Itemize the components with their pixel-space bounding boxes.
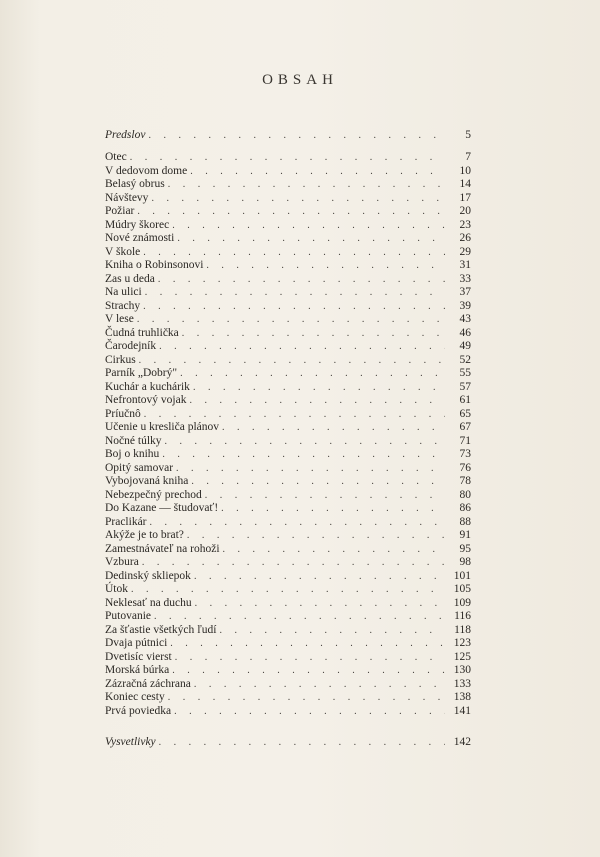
- toc-entry-page: 98: [459, 556, 471, 568]
- toc-row: [105, 129, 471, 143]
- toc-row: [105, 421, 471, 435]
- toc-entry-page: 130: [453, 664, 471, 676]
- toc-row: [105, 340, 471, 354]
- dot-leader: [222, 421, 445, 435]
- toc-row: [105, 381, 471, 395]
- toc-entry-page: 138: [453, 691, 471, 703]
- toc-row: [105, 736, 471, 750]
- toc-entry-page: 71: [459, 434, 471, 447]
- toc-row: [105, 624, 471, 638]
- dot-leader: [176, 462, 445, 476]
- toc-entry-title: Otec: [105, 151, 127, 163]
- toc-entry-page: 118: [454, 623, 471, 636]
- toc-entry-page: 46: [459, 326, 471, 339]
- toc-entry-title: Za šťastie všetkých ľudí: [105, 623, 217, 636]
- toc-entry-title: Požiar: [105, 205, 135, 217]
- dot-leader: [195, 597, 445, 611]
- toc-entry-page: 61: [459, 394, 471, 406]
- toc-entry-page: 91: [459, 529, 471, 541]
- toc-row: [105, 232, 471, 246]
- toc-entry-page: 39: [459, 299, 471, 312]
- dot-leader: [137, 313, 445, 327]
- toc-row: [105, 610, 471, 624]
- dot-leader: [194, 570, 445, 584]
- toc-entry-title: Opitý samovar: [105, 461, 174, 474]
- toc-entry-page: 73: [459, 448, 471, 460]
- toc-entry-title: Boj o knihu: [105, 448, 160, 460]
- dot-leader: [168, 178, 445, 192]
- toc-row: [105, 475, 471, 489]
- dot-leader: [143, 246, 445, 260]
- toc-entry-title: Čarodejník: [105, 340, 157, 352]
- toc-row: [105, 259, 471, 273]
- dot-leader: [206, 259, 445, 273]
- toc-entry-title: Zas u deda: [105, 272, 155, 285]
- toc-entry-page: 10: [459, 164, 471, 177]
- toc-entry-title: Koniec cesty: [105, 691, 165, 703]
- toc-entry-page: 116: [454, 610, 471, 622]
- toc-entry-title: Kuchár a kuchárik: [105, 380, 190, 393]
- toc-entry-page: 88: [459, 515, 471, 528]
- dot-leader: [165, 435, 445, 449]
- toc-entry-title: V lese: [105, 313, 134, 325]
- toc-entry-title: Nové známosti: [105, 232, 175, 244]
- toc-entry-title: Útok: [105, 583, 128, 595]
- toc-entry-title: Strachy: [105, 299, 141, 312]
- toc-entry-page: 14: [459, 178, 471, 190]
- dot-leader: [223, 543, 445, 557]
- toc-entry-page: 101: [453, 569, 471, 582]
- toc-entry-title: Nočné túlky: [105, 434, 162, 447]
- toc-entry-title: Belasý obrus: [105, 178, 165, 190]
- toc-row: [105, 273, 471, 287]
- dot-leader: [131, 583, 445, 597]
- toc-row: [105, 300, 471, 314]
- dot-leader: [159, 340, 445, 354]
- toc-entry-page: 67: [459, 421, 471, 433]
- toc-entry-page: 33: [459, 272, 471, 285]
- toc-entry-title: Praclikár: [105, 515, 147, 528]
- toc-entry-page: 109: [453, 596, 471, 609]
- toc-row: [105, 637, 471, 651]
- dot-leader: [190, 165, 445, 179]
- toc-row: [105, 705, 471, 719]
- toc-entry-page: 20: [459, 205, 471, 217]
- dot-leader: [180, 367, 445, 381]
- dot-leader: [175, 651, 445, 665]
- toc-entry-page: 29: [459, 245, 471, 258]
- dot-leader: [172, 664, 445, 678]
- toc-entry-title: Vysvetlivky: [105, 736, 156, 748]
- toc-entry-page: 123: [453, 637, 471, 649]
- toc-entry-title: Čudná truhlička: [105, 326, 179, 339]
- toc-entry-title: Nebezpečný prechod: [105, 488, 202, 501]
- toc-entry-page: 142: [453, 736, 471, 748]
- toc-row: [105, 354, 471, 368]
- dot-leader: [150, 516, 445, 530]
- dot-leader: [221, 502, 445, 516]
- toc-row: [105, 570, 471, 584]
- toc-entry-title: Nefrontový vojak: [105, 394, 187, 406]
- dot-leader: [145, 286, 445, 300]
- toc-entry-title: Dedinský skliepok: [105, 569, 191, 582]
- toc-entry-page: 5: [465, 129, 471, 141]
- toc-row: [105, 219, 471, 233]
- toc-entry-page: 31: [459, 259, 471, 271]
- dot-leader: [137, 205, 445, 219]
- toc-entry-title: Dvetisíc vierst: [105, 650, 172, 663]
- toc-row: [105, 435, 471, 449]
- dot-leader: [172, 219, 445, 233]
- dot-leader: [159, 736, 445, 750]
- toc-entry-title: Neklesať na duchu: [105, 596, 192, 609]
- toc-entry-page: 133: [453, 677, 471, 690]
- toc-entry-title: Prvá poviedka: [105, 704, 172, 717]
- toc-entry-page: 76: [459, 461, 471, 474]
- toc-row: [105, 367, 471, 381]
- dot-leader: [177, 232, 445, 246]
- toc-row: [105, 556, 471, 570]
- toc-entry-page: 80: [459, 488, 471, 501]
- toc-entry-page: 49: [459, 340, 471, 352]
- toc-row: [105, 448, 471, 462]
- toc-entry-title: Parník „Dobrý": [105, 367, 178, 379]
- toc-row: [105, 691, 471, 705]
- toc-row: [105, 165, 471, 179]
- dot-leader: [170, 637, 445, 651]
- dot-leader: [187, 529, 445, 543]
- page-title: OBSAH: [262, 72, 338, 88]
- dot-leader: [168, 691, 445, 705]
- dot-leader: [205, 489, 445, 503]
- toc-entry-page: 23: [459, 218, 471, 231]
- toc-entry-page: 37: [459, 286, 471, 298]
- toc-entry-page: 105: [453, 583, 471, 595]
- toc-entry-title: Predslov: [105, 129, 146, 141]
- toc-row: [105, 529, 471, 543]
- toc-entry-page: 95: [459, 542, 471, 555]
- toc-entry-page: 65: [459, 407, 471, 420]
- toc-row: [105, 151, 471, 165]
- toc-row: [105, 583, 471, 597]
- dot-leader: [219, 624, 445, 638]
- toc-entry-title: Kniha o Robinsonovi: [105, 259, 204, 271]
- toc-entry-title: V škole: [105, 245, 141, 258]
- toc-row: [105, 489, 471, 503]
- toc-entry-page: 7: [465, 151, 471, 163]
- toc-entry-title: Na ulici: [105, 286, 142, 298]
- toc-entry-title: Návštevy: [105, 191, 149, 204]
- dot-leader: [151, 192, 445, 206]
- toc-row: [105, 597, 471, 611]
- toc-row: [105, 178, 471, 192]
- dot-leader: [189, 394, 445, 408]
- toc-row: [105, 327, 471, 341]
- toc-entry-page: 86: [459, 502, 471, 514]
- dot-leader: [182, 327, 445, 341]
- dot-leader: [193, 381, 445, 395]
- toc-entry-page: 17: [459, 191, 471, 204]
- dot-leader: [139, 354, 445, 368]
- toc-entry-page: 52: [459, 353, 471, 366]
- toc-entry-page: 78: [459, 475, 471, 487]
- dot-leader: [143, 300, 445, 314]
- toc-entry-title: V dedovom dome: [105, 164, 188, 177]
- toc-entry-title: Morská búrka: [105, 664, 170, 676]
- toc-entry-title: Múdry škorec: [105, 218, 170, 231]
- dot-leader: [158, 273, 445, 287]
- toc-row: [105, 462, 471, 476]
- dot-leader: [191, 475, 445, 489]
- toc-row: [105, 313, 471, 327]
- toc-row: [105, 192, 471, 206]
- dot-leader: [144, 408, 445, 422]
- toc-entry-title: Akýže je to brat?: [105, 529, 184, 541]
- toc-row: [105, 516, 471, 530]
- toc-entry-title: Vybojovaná kniha: [105, 475, 189, 487]
- dot-leader: [148, 129, 445, 143]
- toc-row: [105, 678, 471, 692]
- toc-entry-title: Do Kazane — študovať!: [105, 502, 219, 514]
- toc-row: [105, 408, 471, 422]
- toc-row: [105, 246, 471, 260]
- toc-entry-title: Učenie u kresliča plánov: [105, 421, 219, 433]
- dot-leader: [162, 448, 445, 462]
- toc-row: [105, 543, 471, 557]
- toc-row: [105, 664, 471, 678]
- toc-entry-title: Dvaja pútnici: [105, 637, 168, 649]
- dot-leader: [142, 556, 445, 570]
- toc-list: [105, 151, 471, 718]
- dot-leader: [174, 705, 445, 719]
- toc-row: [105, 286, 471, 300]
- toc-entry-page: 55: [459, 367, 471, 379]
- toc-entry-title: Putovanie: [105, 610, 151, 622]
- toc-row: [105, 502, 471, 516]
- toc-preface: [105, 129, 471, 143]
- toc-row: [105, 651, 471, 665]
- toc-notes: [105, 736, 471, 750]
- toc-entry-title: Cirkus: [105, 353, 136, 366]
- dot-leader: [194, 678, 445, 692]
- toc-entry-page: 125: [453, 650, 471, 663]
- toc-entry-title: Zázračná záchrana: [105, 677, 191, 690]
- toc-entry-page: 141: [453, 704, 471, 717]
- toc-entry-page: 57: [459, 380, 471, 393]
- toc-entry-title: Zamestnávateľ na rohoži: [105, 542, 220, 555]
- toc-entry-title: Príučnô: [105, 407, 141, 420]
- toc-entry-title: Vzbura: [105, 556, 139, 568]
- toc-entry-page: 43: [459, 313, 471, 325]
- dot-leader: [130, 151, 445, 165]
- toc-row: [105, 205, 471, 219]
- toc-entry-page: 26: [459, 232, 471, 244]
- toc-row: [105, 394, 471, 408]
- dot-leader: [154, 610, 445, 624]
